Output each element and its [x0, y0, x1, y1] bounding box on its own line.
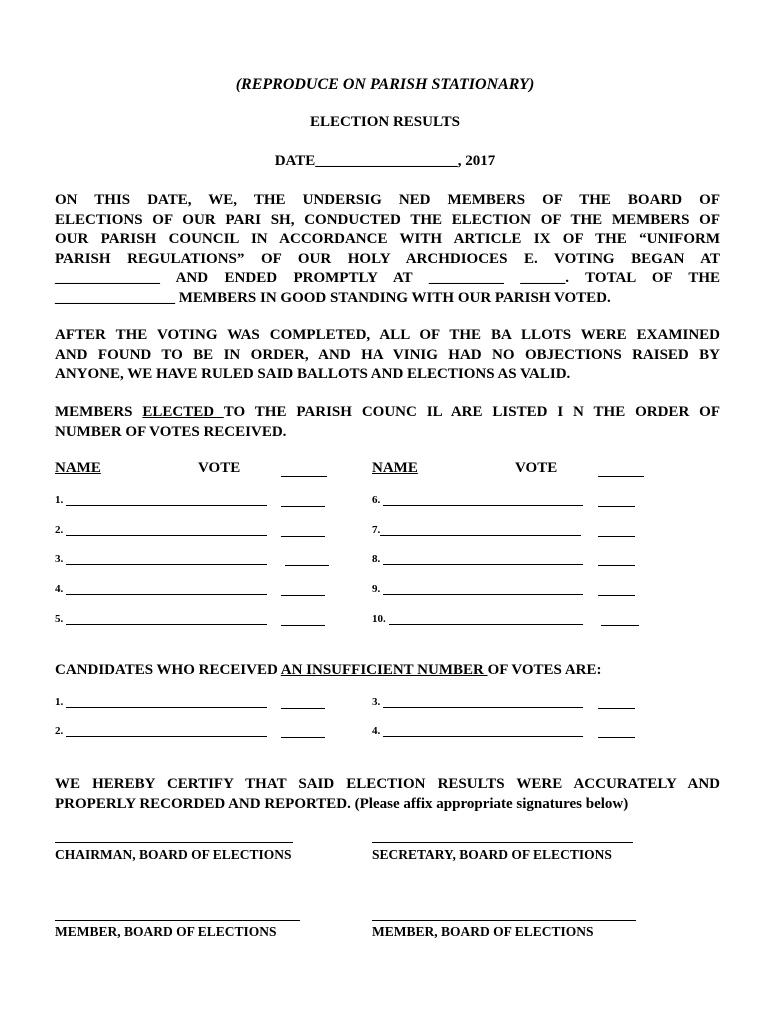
elected-row: 4. [55, 583, 267, 595]
name-blank[interactable] [383, 495, 583, 506]
name-blank[interactable] [66, 495, 267, 506]
paragraph-line: ON THIS DATE, WE, THE UNDERSIG NED MEMBERS OF THE BOARD OF [55, 192, 720, 208]
name-blank[interactable] [66, 525, 267, 536]
vote-blank[interactable] [601, 625, 639, 626]
elected-row: 5. [55, 613, 267, 625]
paragraph-line: PROPERLY RECORDED AND REPORTED. (Please affix appropriate signatures below) [55, 795, 629, 812]
chairman-label: CHAIRMAN, BOARD OF ELECTIONS [55, 847, 292, 862]
vote-blank[interactable] [598, 737, 635, 738]
name-blank[interactable] [383, 726, 583, 737]
vote-blank[interactable] [281, 506, 325, 507]
member-label-right: MEMBER, BOARD OF ELECTIONS [372, 924, 594, 939]
name-header-left: NAME [55, 460, 101, 476]
paragraph-ballot-validation [55, 326, 720, 385]
date-year: , 2017 [457, 153, 496, 169]
date-label: DATE [274, 153, 316, 169]
vote-blank[interactable] [281, 708, 325, 709]
paragraph-line: OUR PARISH COUNCIL IN ACCORDANCE WITH ARTICLE IX OF THE “UNIFORM [55, 231, 720, 247]
name-blank[interactable] [383, 697, 583, 708]
member-signature-line-right[interactable] [372, 920, 636, 921]
secretary-signature-line[interactable] [372, 842, 633, 843]
paragraph-line: NUMBER OF VOTES RECEIVED. [55, 423, 287, 440]
vote-blank[interactable] [285, 565, 329, 566]
paragraph-line: ______________ AND ENDED PROMPTLY AT __________ ______. TOTAL OF THE [55, 270, 720, 286]
name-blank[interactable] [66, 584, 267, 595]
paragraph-line: PARISH REGULATIONS” OF OUR HOLY ARCHDIOCES E. VOTING BEGAN AT [55, 250, 720, 267]
name-blank[interactable] [380, 525, 581, 536]
vote-blank[interactable] [281, 737, 325, 738]
vote-header-blank [598, 462, 644, 482]
paragraph-line: ANYONE, WE HAVE RULED SAID BALLOTS AND ELECTIONS AS VALID. [55, 366, 571, 382]
vote-header-blank [281, 462, 327, 482]
paragraph-line: AFTER THE VOTING WAS COMPLETED, ALL OF THE BA LLOTS WERE EXAMINED [55, 327, 720, 343]
vote-blank[interactable] [598, 708, 635, 709]
certification-statement [55, 775, 720, 814]
vote-blank[interactable] [598, 595, 635, 596]
vote-header-left: VOTE [198, 460, 241, 476]
chairman-signature-line[interactable] [55, 842, 293, 843]
vote-blank[interactable] [281, 625, 325, 626]
insufficient-row: 4. [372, 725, 583, 737]
vote-blank[interactable] [281, 536, 325, 537]
elected-row: 10. [372, 613, 583, 625]
paragraph-line: MEMBERS ELECTED TO THE PARISH COUNC IL ARE LISTED I N THE ORDER OF [55, 404, 721, 420]
name-blank[interactable] [66, 697, 267, 708]
vote-blank[interactable] [598, 536, 635, 537]
document-title: ELECTION RESULTS [310, 114, 460, 130]
vote-blank[interactable] [281, 595, 325, 596]
paragraph-line: ________________ MEMBERS IN GOOD STANDING WITH OUR PARISH VOTED. [55, 289, 611, 306]
insufficient-row: 1. [55, 696, 267, 708]
paragraph-board-statement [55, 191, 720, 308]
name-blank[interactable] [66, 554, 267, 565]
vote-header-right: VOTE [515, 460, 558, 476]
elected-underlined: ELECTED [142, 404, 224, 420]
secretary-label: SECRETARY, BOARD OF ELECTIONS [372, 847, 612, 862]
elected-row: 3. [55, 553, 267, 565]
vote-blank[interactable] [598, 565, 635, 566]
stationary-note: (REPRODUCE ON PARISH STATIONARY) [235, 76, 535, 93]
elected-row: 6. [372, 494, 583, 506]
elected-row: 7. [372, 524, 581, 536]
name-blank[interactable] [383, 584, 583, 595]
paragraph-line: WE HEREBY CERTIFY THAT SAID ELECTION RESULTS WERE ACCURATELY AND [55, 776, 720, 792]
name-blank[interactable] [389, 614, 583, 625]
paragraph-elected-members [55, 403, 720, 442]
insufficient-heading: CANDIDATES WHO RECEIVED AN INSUFFICIENT NUMBER OF VOTES ARE: [55, 662, 602, 678]
paragraph-line: ELECTIONS OF OUR PARI SH, CONDUCTED THE ELECTION OF THE MEMBERS OF [55, 211, 720, 228]
elected-row: 8. [372, 553, 583, 565]
member-signature-line-left[interactable] [55, 920, 300, 921]
name-blank[interactable] [66, 726, 267, 737]
elected-row: 2. [55, 524, 267, 536]
name-blank[interactable] [66, 614, 267, 625]
insufficient-row: 2. [55, 725, 267, 737]
elected-row: 9. [372, 583, 583, 595]
vote-blank[interactable] [598, 506, 635, 507]
date-line [0, 153, 770, 170]
paragraph-line: AND FOUND TO BE IN ORDER, AND HA VINIG HAD NO OBJECTIONS RAISED BY [55, 346, 720, 363]
insufficient-underlined: AN INSUFFICIENT NUMBER [280, 662, 488, 678]
name-blank[interactable] [383, 554, 583, 565]
name-header-right: NAME [372, 460, 418, 476]
date-blank[interactable]: ___________________ [315, 153, 458, 169]
elected-row: 1. [55, 494, 267, 506]
member-label-left: MEMBER, BOARD OF ELECTIONS [55, 924, 277, 939]
insufficient-row: 3. [372, 696, 583, 708]
